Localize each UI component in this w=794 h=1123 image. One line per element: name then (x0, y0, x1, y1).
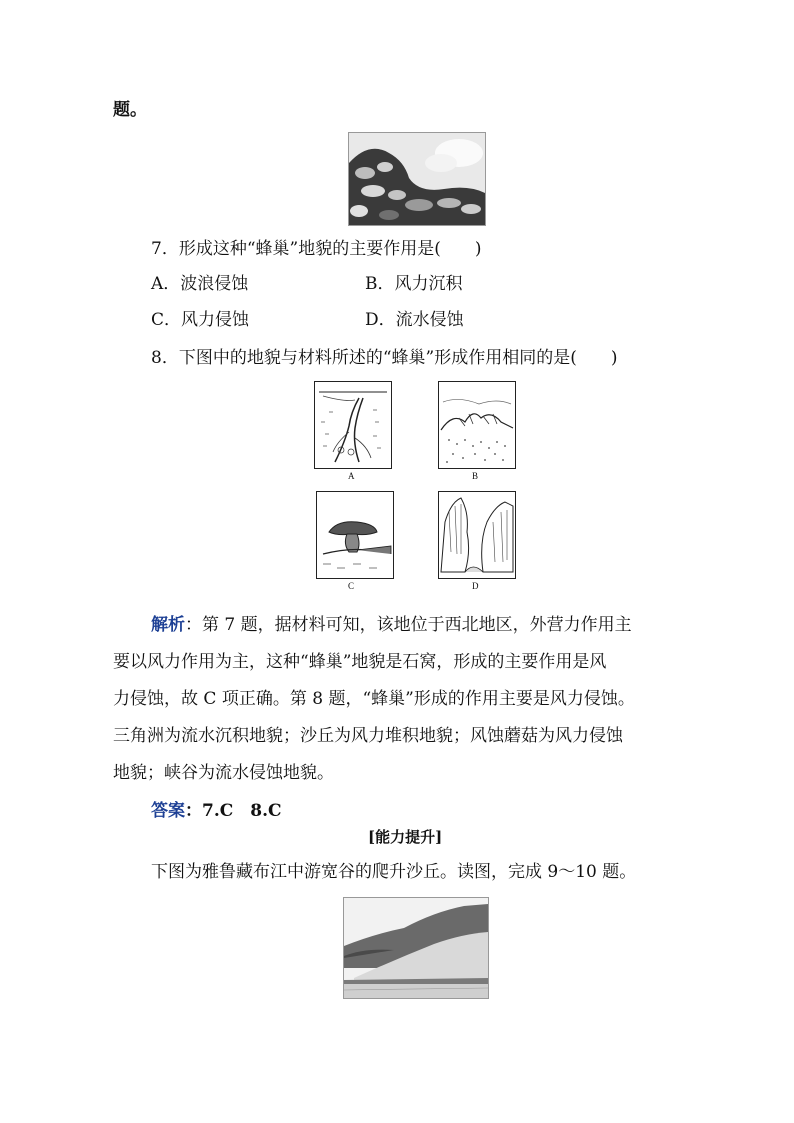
analysis-line-5: 地貌；峡谷为流水侵蚀地貌。 (113, 763, 334, 783)
analysis-line-2: 要以风力作用为主，这种“蜂巢”地貌是石窝，形成的主要作用是风 (113, 652, 607, 672)
analysis-line-4: 三角洲为流水沉积地貌；沙丘为风力堆积地貌；风蚀蘑菇为风力侵蚀 (113, 726, 623, 746)
analysis-line-1 (151, 614, 632, 636)
q7-option-a: A．波浪侵蚀 (151, 274, 249, 294)
panel-b-label: B (472, 471, 479, 481)
answer-text: ：7.C 8.C (185, 801, 282, 821)
q7-option-b: B．风力沉积 (365, 274, 463, 294)
climbing-dune-photo (343, 897, 489, 999)
section-title: [能力提升] (368, 828, 443, 846)
lead-tail: 题。 (113, 100, 147, 120)
panel-b-dune-sketch (438, 381, 516, 469)
q7-option-c: C．风力侵蚀 (151, 310, 250, 330)
answer-label: 答案 (151, 801, 185, 821)
analysis-text-1: ：第 7 题，据材料可知，该地位于西北地区，外营力作用主 (185, 615, 632, 635)
q8-stem: 8．下图中的地貌与材料所述的“蜂巢”形成作用相同的是( ) (151, 348, 618, 368)
q7-option-d: D．流水侵蚀 (365, 310, 464, 330)
panel-d-label: D (472, 581, 479, 591)
panel-a-delta-sketch (314, 381, 392, 469)
panel-c-label: C (348, 581, 355, 591)
panel-d-gorge-sketch (438, 491, 516, 579)
intro-q9-10: 下图为雅鲁藏布江中游宽谷的爬升沙丘。读图，完成 9～10 题。 (151, 862, 637, 882)
analysis-line-3: 力侵蚀，故 C 项正确。第 8 题，“蜂巢”形成的作用主要是风力侵蚀。 (113, 689, 635, 709)
panel-a-label: A (348, 471, 355, 481)
q7-stem: 7．形成这种“蜂巢”地貌的主要作用是( ) (151, 239, 482, 259)
analysis-label: 解析 (151, 615, 185, 635)
answer-line (151, 800, 282, 822)
honeycomb-rock-photo (348, 132, 486, 226)
panel-c-mushroom-rock-sketch (316, 491, 394, 579)
